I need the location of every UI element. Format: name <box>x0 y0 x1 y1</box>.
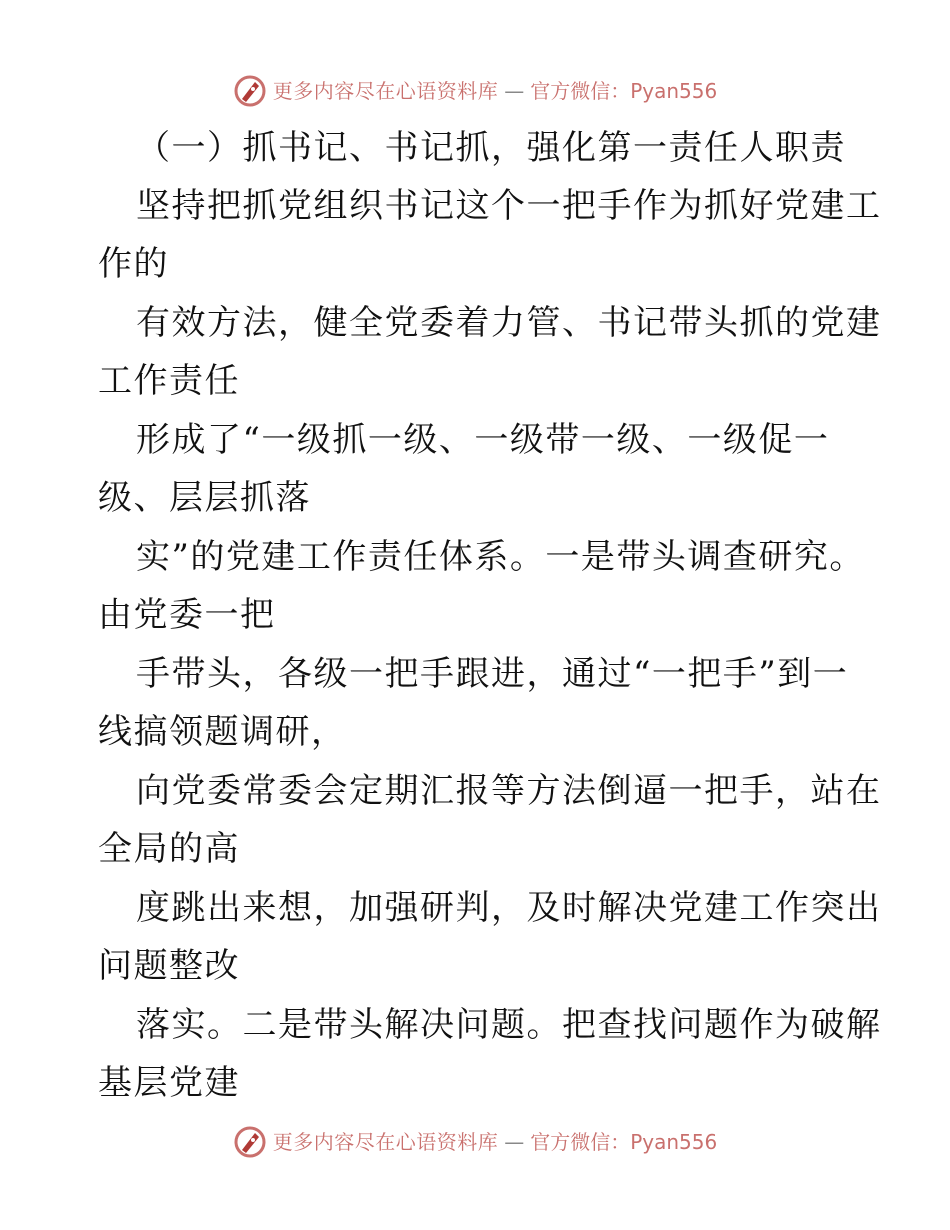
header-watermark <box>0 74 950 108</box>
body-line: 基层党建 <box>98 1063 240 1103</box>
watermark-wechat-text: 官方微信：Pyan556 <box>530 1130 718 1154</box>
section-heading: （一）抓书记、书记抓，强化第一责任人职责 <box>136 128 846 168</box>
body-line: 线搞领题调研， <box>98 712 347 752</box>
body-line: 形成了“一级抓一级、一级带一级、一级促一 <box>136 420 830 460</box>
watermark-site-text: 更多内容尽在心语资料库 <box>272 79 499 103</box>
watermark-separator: — <box>504 1130 525 1154</box>
body-line: 落实。二是带头解决问题。把查找问题作为破解 <box>136 1005 882 1045</box>
body-line: 度跳出来想，加强研判，及时解决党建工作突出 <box>136 888 882 928</box>
watermark-wechat-text: 官方微信：Pyan556 <box>530 79 718 103</box>
watermark-site-text: 更多内容尽在心语资料库 <box>272 1130 499 1154</box>
body-line: 向党委常委会定期汇报等方法倒逼一把手，站在 <box>136 771 882 811</box>
body-line: 手带头，各级一把手跟进，通过“一把手”到一 <box>136 654 849 694</box>
footer-watermark <box>0 1125 950 1159</box>
body-line: 实”的党建工作责任体系。一是带头调查研究。 <box>136 537 865 577</box>
pen-nib-logo-icon <box>233 74 267 108</box>
watermark-separator: — <box>504 79 525 103</box>
pen-nib-logo-icon <box>233 1125 267 1159</box>
body-line: 有效方法，健全党委着力管、书记带头抓的党建 <box>136 303 882 343</box>
body-line: 由党委一把 <box>98 595 276 635</box>
body-line: 问题整改 <box>98 946 240 986</box>
body-line: 级、层层抓落 <box>98 478 311 518</box>
body-line: 全局的高 <box>98 829 240 869</box>
body-line: 坚持把抓党组织书记这个一把手作为抓好党建工 <box>136 186 882 226</box>
body-line: 作的 <box>98 244 169 284</box>
body-line: 工作责任 <box>98 361 240 401</box>
